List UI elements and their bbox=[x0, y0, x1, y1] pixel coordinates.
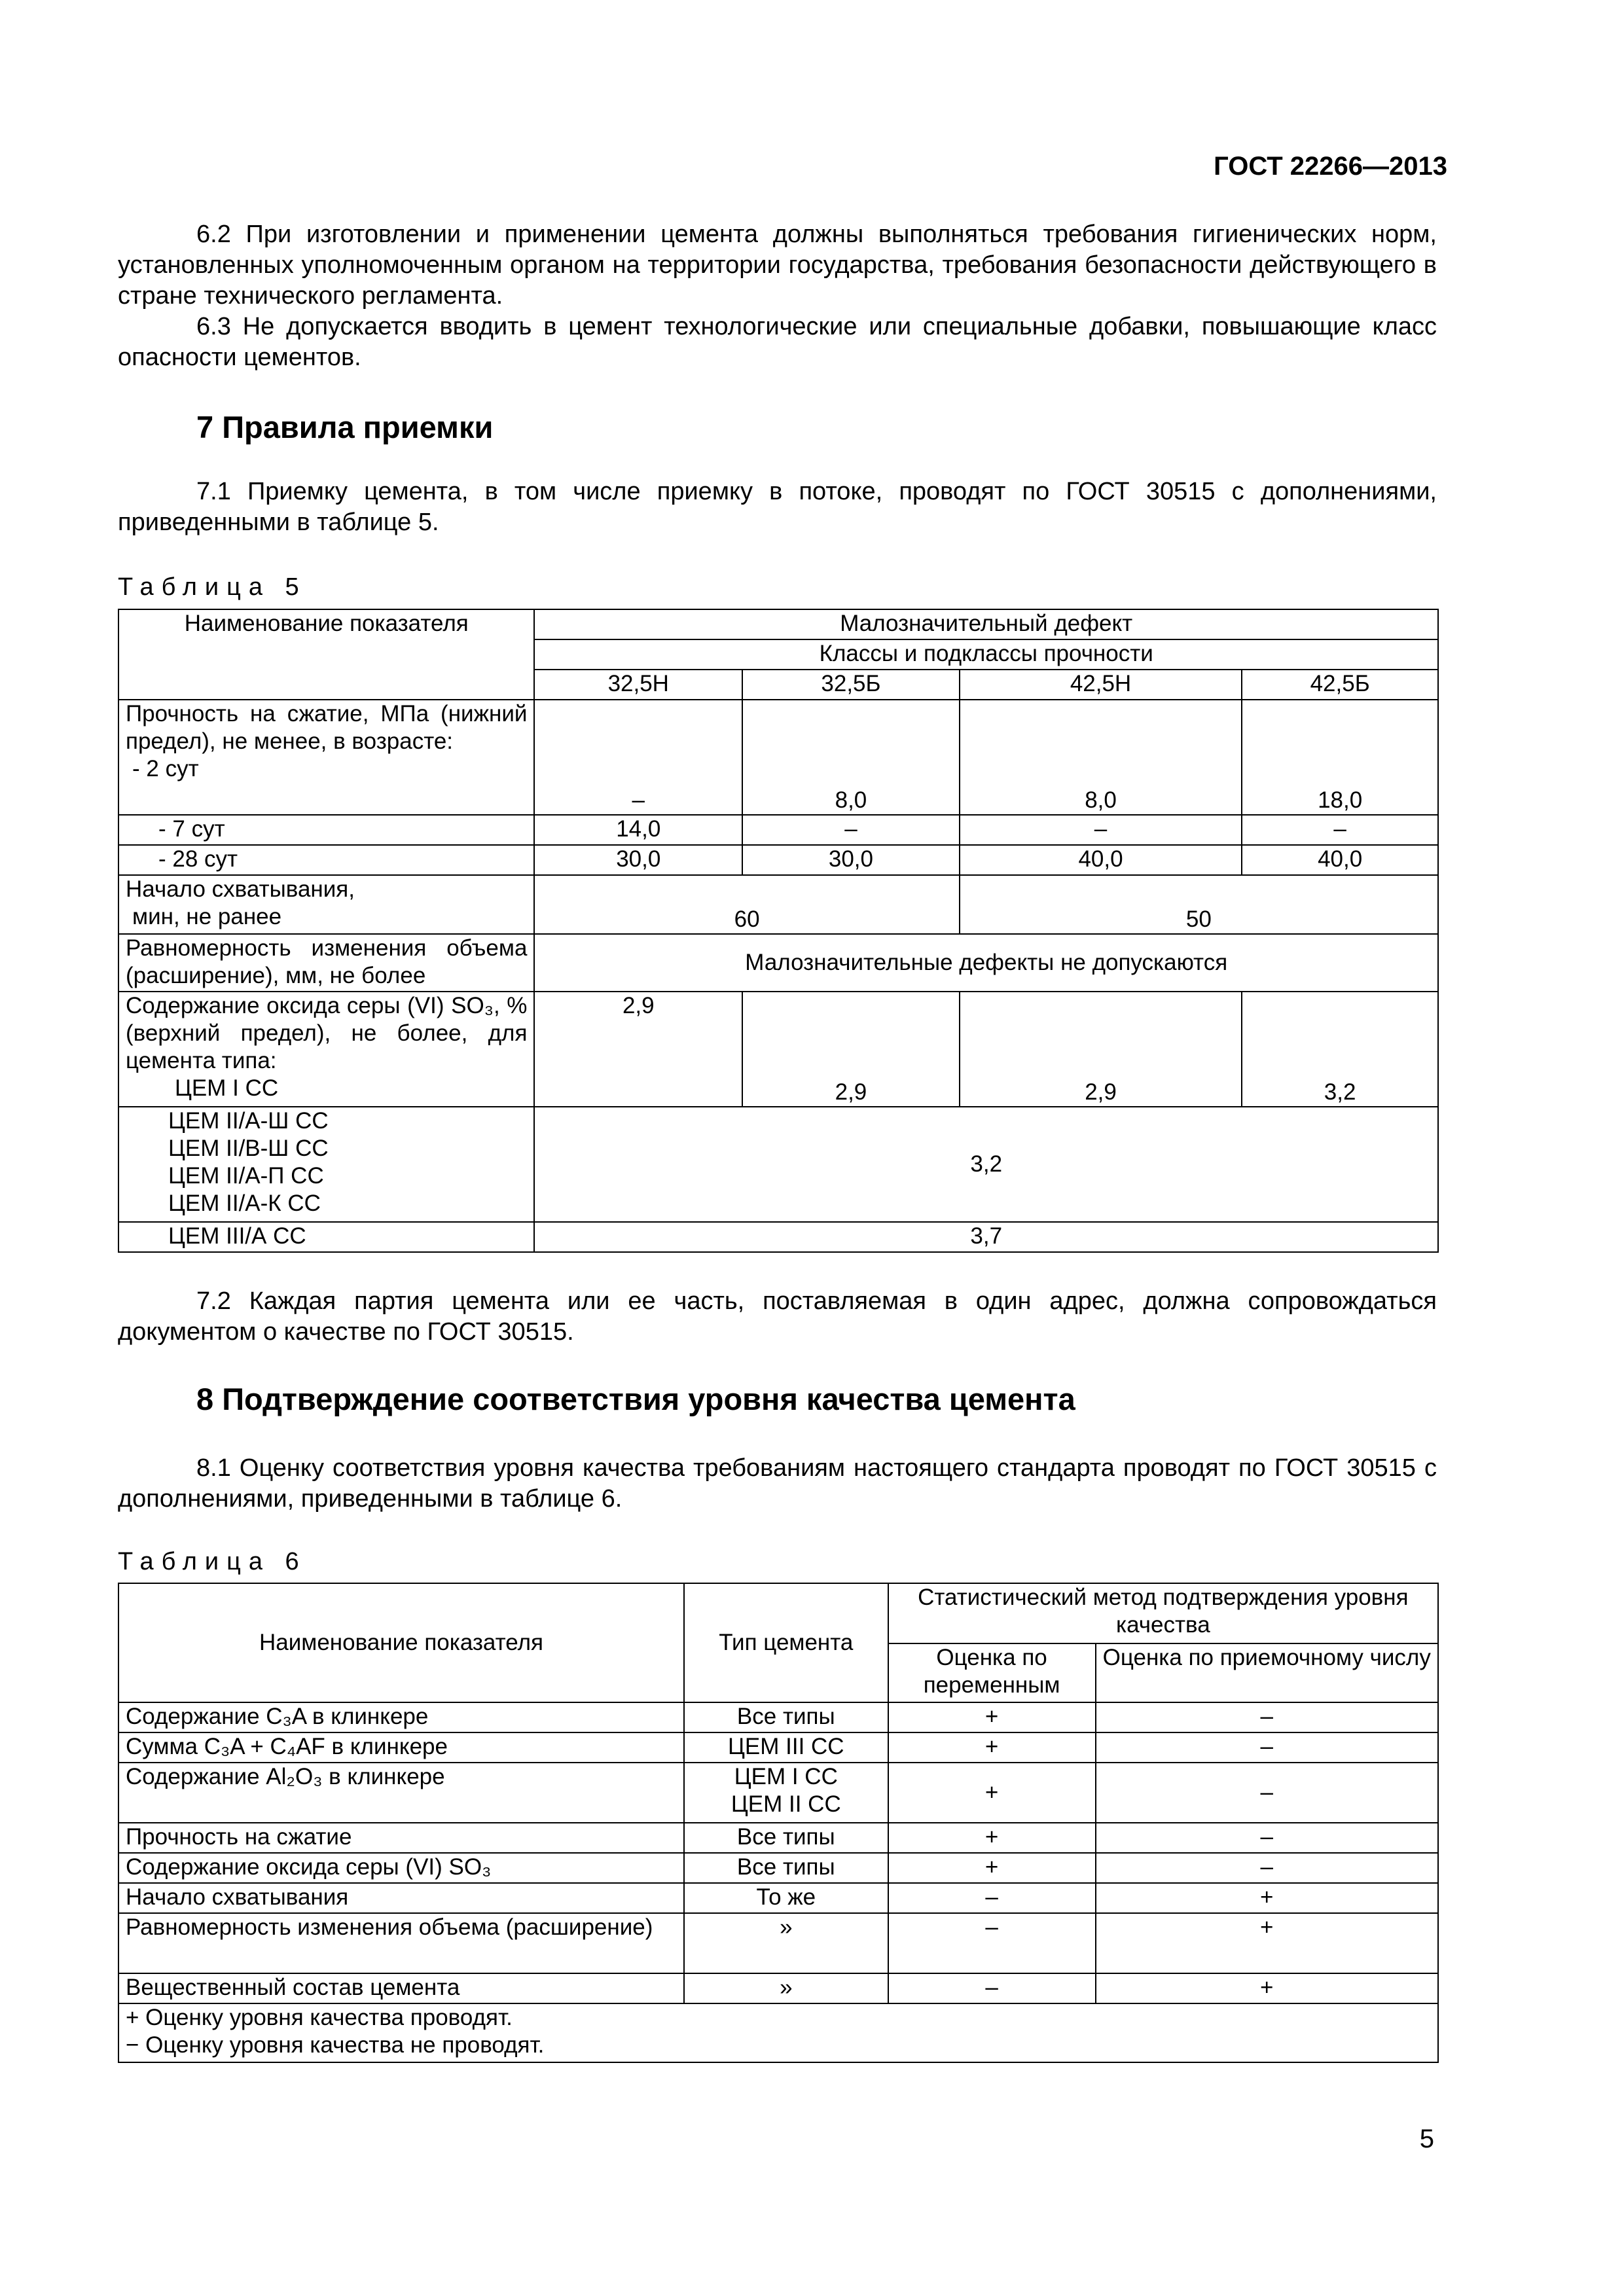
table-row bbox=[118, 1583, 1438, 1643]
t6-header-method: Статистический метод подтверждения уровня качества bbox=[888, 1583, 1438, 1643]
table-row bbox=[118, 1823, 1438, 1853]
table-cell: – bbox=[534, 700, 742, 815]
table-cell: + bbox=[888, 1853, 1096, 1883]
table-cell: + bbox=[1096, 1913, 1439, 1973]
table-row bbox=[118, 609, 1438, 639]
table-cell: 18,0 bbox=[1242, 700, 1438, 815]
setting-label-line2: мин, не ранее bbox=[132, 904, 282, 929]
table-6-notes bbox=[118, 2003, 1438, 2062]
setting-label bbox=[118, 875, 534, 934]
table-row bbox=[118, 1763, 1438, 1823]
table-cell: 40,0 bbox=[960, 845, 1242, 875]
table-cell: + bbox=[1096, 1883, 1439, 1913]
table-cell: + bbox=[888, 1702, 1096, 1732]
setting-value-42: 50 bbox=[960, 875, 1438, 934]
so3-label-text: Содержание оксида серы (VI) SO₃, % (верхний предел), не более, для цемента типа: bbox=[126, 993, 528, 1073]
cem-1-cc: ЦЕМ I СС bbox=[175, 1075, 279, 1101]
paragraph-7-1: 7.1 Приемку цемента, в том числе приемку в потоке, проводят по ГОСТ 30515 с дополнениями, приведенными в таблице 5. bbox=[118, 478, 1437, 536]
table-row bbox=[118, 1222, 1438, 1252]
class-header: 32,5Б bbox=[742, 670, 960, 700]
table-6-caption: Таблица 6 bbox=[118, 1548, 307, 1575]
table-cell: 3,2 bbox=[1242, 992, 1438, 1107]
table-cell: + bbox=[1096, 1973, 1439, 2003]
cem-type: ЦЕМ II/В-Ш СС bbox=[168, 1136, 329, 1161]
table-cell: Все типы bbox=[684, 1702, 888, 1732]
table-row bbox=[118, 2003, 1438, 2062]
table-cell: Содержание оксида серы (VI) SO₃ bbox=[118, 1853, 684, 1883]
section-6-text bbox=[118, 219, 1437, 373]
table-cell: – bbox=[960, 815, 1242, 845]
note-minus: − Оценку уровня качества не проводят. bbox=[126, 2032, 545, 2058]
page-number: 5 bbox=[1419, 2125, 1434, 2153]
cem-type: ЦЕМ I СС bbox=[734, 1764, 838, 1789]
section-7-1-text bbox=[118, 476, 1437, 538]
table-cell: Начало схватывания bbox=[118, 1883, 684, 1913]
table-cell: 2,9 bbox=[960, 992, 1242, 1107]
cem-type: ЦЕМ II СС bbox=[731, 1791, 841, 1817]
table-cell: Вещественный состав цемента bbox=[118, 1973, 684, 2003]
note-plus: + Оценку уровня качества проводят. bbox=[126, 2005, 513, 2030]
table-cell: + bbox=[888, 1732, 1096, 1763]
age-28-days: - 28 сут bbox=[118, 845, 534, 875]
class-header: 32,5Н bbox=[534, 670, 742, 700]
header-indicator: Наименование показателя bbox=[118, 609, 534, 700]
table-cell: 30,0 bbox=[742, 845, 960, 875]
table-cell bbox=[684, 1763, 888, 1823]
paragraph-8-1: 8.1 Оценку соответствия уровня качества требованиям настоящего стандарта проводят по ГОСТ 30515 с дополнениями, приведенными в таблице 6. bbox=[118, 1454, 1437, 1513]
section-7-2-text bbox=[118, 1286, 1437, 1348]
table-cell: Все типы bbox=[684, 1823, 888, 1853]
section-7-title: 7 Правила приемки bbox=[196, 410, 494, 444]
age-7-days: - 7 сут bbox=[118, 815, 534, 845]
table-row bbox=[118, 1883, 1438, 1913]
t6-header-variables: Оценка по переменным bbox=[888, 1643, 1096, 1702]
table-row bbox=[118, 1107, 1438, 1222]
table-row bbox=[118, 815, 1438, 845]
table-row bbox=[118, 1853, 1438, 1883]
t6-header-acceptance: Оценка по приемочному числу bbox=[1096, 1643, 1439, 1702]
header-classes: Классы и подклассы прочности bbox=[534, 639, 1438, 670]
header-defect: Малозначительный дефект bbox=[534, 609, 1438, 639]
table-cell: 8,0 bbox=[960, 700, 1242, 815]
table-cell: 2,9 bbox=[742, 992, 960, 1107]
table-row bbox=[118, 875, 1438, 934]
table-row bbox=[118, 1702, 1438, 1732]
strength-label bbox=[118, 700, 534, 815]
table-cell: » bbox=[684, 1973, 888, 2003]
so3-label bbox=[118, 992, 534, 1107]
t6-header-indicator: Наименование показателя bbox=[118, 1583, 684, 1702]
table-5 bbox=[118, 609, 1439, 1253]
table-row bbox=[118, 700, 1438, 815]
table-cell: – bbox=[1096, 1732, 1439, 1763]
table-cell: Прочность на сжатие bbox=[118, 1823, 684, 1853]
cem-type: ЦЕМ II/А-Ш СС bbox=[168, 1108, 329, 1134]
setting-label-line1: Начало схватывания, bbox=[126, 876, 355, 902]
table-cell: ЦЕМ III СС bbox=[684, 1732, 888, 1763]
table-cell: – bbox=[1096, 1853, 1439, 1883]
table-row bbox=[118, 1732, 1438, 1763]
table-cell: Все типы bbox=[684, 1853, 888, 1883]
setting-value-32: 60 bbox=[534, 875, 959, 934]
table-cell: – bbox=[1096, 1763, 1439, 1823]
table-row bbox=[118, 1913, 1438, 1973]
table-cell: + bbox=[888, 1823, 1096, 1853]
cem-2-value: 3,2 bbox=[534, 1107, 1438, 1222]
table-cell: – bbox=[888, 1913, 1096, 1973]
section-8-title: 8 Подтверждение соответствия уровня качества цемента bbox=[196, 1382, 1075, 1416]
table-cell: 2,9 bbox=[534, 992, 742, 1107]
table-cell: Равномерность изменения объема (расширение) bbox=[118, 1913, 684, 1973]
table-cell: + bbox=[888, 1763, 1096, 1823]
age-2-days: - 2 сут bbox=[132, 756, 199, 781]
cem-3-type: ЦЕМ III/А СС bbox=[118, 1222, 534, 1252]
table-row bbox=[118, 845, 1438, 875]
table-cell: 30,0 bbox=[534, 845, 742, 875]
cem-3-value: 3,7 bbox=[534, 1222, 1438, 1252]
soundness-label: Равномерность изменения объема (расширение), мм, не более bbox=[118, 934, 534, 992]
table-cell: 40,0 bbox=[1242, 845, 1438, 875]
table-cell: – bbox=[1096, 1702, 1439, 1732]
class-header: 42,5Б bbox=[1242, 670, 1438, 700]
table-cell: – bbox=[742, 815, 960, 845]
table-row bbox=[118, 1973, 1438, 2003]
strength-label-text: Прочность на сжатие, МПа (нижний предел), не менее, в возрасте: bbox=[126, 701, 528, 754]
table-cell: – bbox=[888, 1973, 1096, 2003]
section-8-1-text bbox=[118, 1453, 1437, 1515]
table-6 bbox=[118, 1583, 1439, 2063]
table-cell: Сумма C₃A + C₄AF в клинкере bbox=[118, 1732, 684, 1763]
cem-type: ЦЕМ II/А-П СС bbox=[168, 1163, 324, 1189]
table-row bbox=[118, 934, 1438, 992]
paragraph-6-2: 6.2 При изготовлении и применении цемента должны выполняться требования гигиенических норм, установленных уполномоченным органом на территории государства, требования безопасности действующего в стране технического регламента. bbox=[118, 221, 1437, 310]
table-cell: – bbox=[888, 1883, 1096, 1913]
table-cell: – bbox=[1242, 815, 1438, 845]
table-cell: Содержание Al₂O₃ в клинкере bbox=[118, 1763, 684, 1823]
class-header: 42,5Н bbox=[960, 670, 1242, 700]
table-cell: 14,0 bbox=[534, 815, 742, 845]
table-cell: » bbox=[684, 1913, 888, 1973]
table-cell: 8,0 bbox=[742, 700, 960, 815]
t6-header-type: Тип цемента bbox=[684, 1583, 888, 1702]
soundness-value: Малозначительные дефекты не допускаются bbox=[534, 934, 1438, 992]
table-row bbox=[118, 992, 1438, 1107]
table-cell: То же bbox=[684, 1883, 888, 1913]
paragraph-6-3: 6.3 Не допускается вводить в цемент технологические или специальные добавки, повышающие класс опасности цементов. bbox=[118, 313, 1437, 371]
table-cell: – bbox=[1096, 1823, 1439, 1853]
cem-2-types bbox=[118, 1107, 534, 1222]
standard-number: ГОСТ 22266—2013 bbox=[1214, 152, 1447, 181]
cem-type: ЦЕМ II/А-К СС bbox=[168, 1191, 321, 1216]
paragraph-7-2: 7.2 Каждая партия цемента или ее часть, поставляемая в один адрес, должна сопровождаться документом о качестве по ГОСТ 30515. bbox=[118, 1287, 1437, 1346]
table-cell: Содержание C₃A в клинкере bbox=[118, 1702, 684, 1732]
table-5-caption: Таблица 5 bbox=[118, 573, 307, 601]
